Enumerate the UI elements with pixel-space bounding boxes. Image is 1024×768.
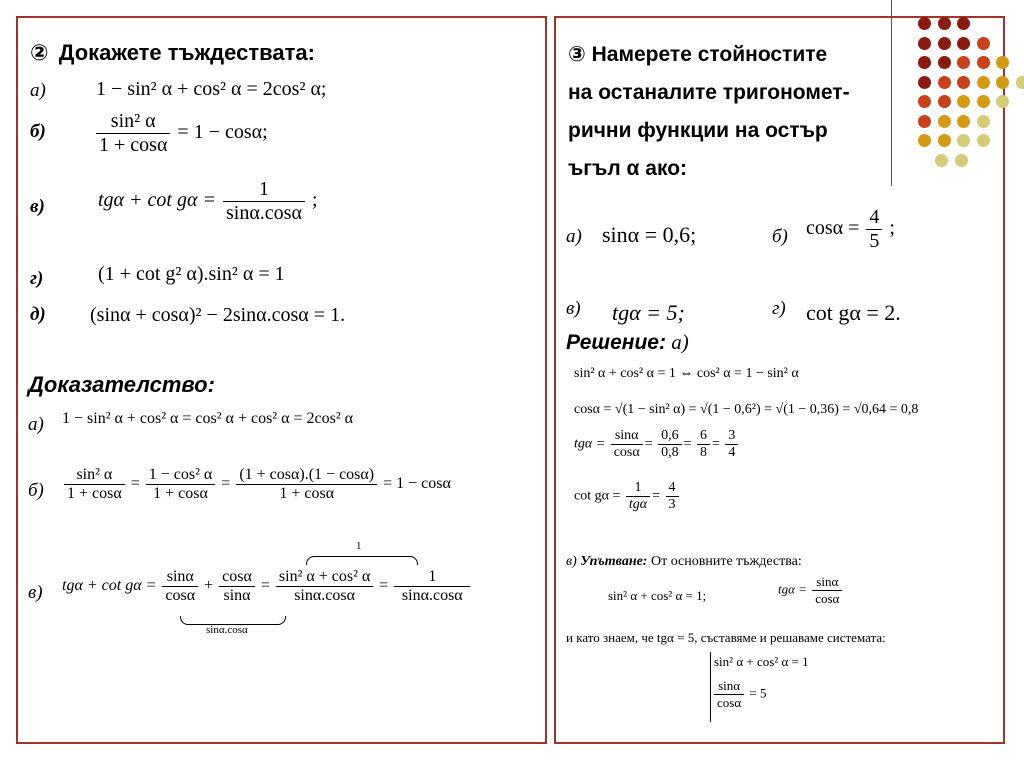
right-panel [554, 16, 1005, 744]
decorative-dot [938, 134, 951, 147]
decorative-dot [996, 95, 1009, 108]
proof-v-frac2-num: cosα [219, 568, 255, 587]
decorative-dot [977, 37, 990, 50]
item-d-label: д) [30, 304, 46, 325]
case-b-denominator: 5 [869, 230, 880, 252]
item-b-rest: = 1 − cosα; [177, 121, 268, 144]
proof-v-lhs: tgα + cot gα = [62, 577, 157, 595]
proof-b-frac2-num: 1 − cos² α [146, 466, 216, 485]
tg-frac3-num: 6 [697, 428, 710, 445]
hint-label: в) [566, 554, 577, 569]
hint-title: Упътване: [580, 554, 648, 569]
overbrace-note: 1 [356, 540, 362, 552]
overbrace [306, 556, 418, 565]
left-panel [16, 16, 547, 744]
task-3-line-4: ъгъл α ако: [568, 157, 688, 180]
decorative-dot [957, 56, 970, 69]
item-b-numerator: sin² α [96, 110, 170, 134]
item-v-rest: ; [311, 189, 318, 212]
proof-v-frac4-den: sinα.cosα [401, 587, 463, 604]
hint-identity-2-den: cosα [815, 591, 840, 606]
item-g-expr: (1 + cot g² α).sin² α = 1 [98, 263, 285, 285]
decorative-dot [957, 76, 970, 89]
system-bracket [710, 652, 711, 722]
decorative-dot [957, 134, 970, 147]
item-v-numerator: 1 [223, 178, 305, 202]
system-text: и като знаем, че tgα = 5, съставяме и решаваме системата: [566, 630, 886, 645]
decorative-dot [918, 95, 931, 108]
proof-b-expr: $\frac{\text{sin² α}}{1 + \cos\alpha}$ = $\frac{\text{1 − cos² α}}{1 + \cos\alpha}$ = $\frac{(1 + \cos\alpha).(1 - \cos\alpha)}{1 + \cos\alpha}$ = 1 − cosα [62, 466, 451, 503]
item-b-expr [94, 110, 268, 157]
decorative-dot [977, 115, 990, 128]
decorative-dot [957, 37, 970, 50]
case-a-label: а) [566, 226, 582, 247]
case-b-rest: ; [889, 217, 895, 240]
system-eq-2-num: sinα [714, 678, 744, 695]
hint-line [566, 554, 802, 570]
decorative-dot [938, 56, 951, 69]
decorative-dot [955, 154, 968, 167]
task-2-heading [30, 40, 315, 66]
item-v-expr [98, 178, 318, 225]
item-g-label: г) [30, 268, 44, 289]
decorative-dot [918, 115, 931, 128]
hint-identity-1: sin² α + cos² α = 1; [608, 588, 707, 603]
hint-identity-2-lhs: tgα = [778, 581, 807, 597]
task-3-heading [568, 36, 850, 188]
decorative-dot [938, 115, 951, 128]
underbrace-note: sinα.cosα [206, 624, 248, 636]
case-v-expr: tgα = 5; [612, 300, 685, 325]
proof-v-expr: tgα + cot gα = $\frac{\sin\alpha}{\cos\alpha}$ + $\frac{\cos\alpha}{\sin\alpha}$ = $\frac{\text{sin² α + cos² α}}{\sin\alpha.\cos\alpha}$ = $\frac{1}{\sin\alpha.\cos\alpha}$ [62, 568, 472, 605]
proof-a-label: а) [28, 414, 44, 435]
decorative-dot [977, 56, 990, 69]
decorative-dot [935, 154, 948, 167]
cot-frac2-den: 3 [668, 497, 676, 512]
case-g-label: г) [772, 298, 786, 319]
case-a-expr: sinα = 0,6; [602, 222, 697, 247]
case-b-label: б) [772, 226, 788, 247]
system-eq-2-den: cosα [717, 695, 742, 710]
solution-line-1: sin² α + cos² α = 1 ⇔ cos² α = 1 − sin² α [574, 366, 799, 381]
item-b-label: б) [30, 121, 46, 142]
proof-b-frac1-num: sin² α [64, 466, 125, 485]
item-a-expr: 1 − sin² α + cos² α = 2cos² α; [96, 78, 327, 100]
proof-v-frac2-den: sinα [223, 587, 251, 604]
proof-b-frac3-den: 1 + cosα [279, 485, 335, 502]
system-eq-1: sin² α + cos² α = 1 [714, 654, 809, 669]
solution-title: Решение: [566, 331, 666, 354]
proof-b-rest: = 1 − cosα [383, 475, 451, 493]
decorative-dot [977, 134, 990, 147]
decorative-dot [918, 134, 931, 147]
cot-frac1-num: 1 [626, 480, 650, 497]
proof-v-frac1-num: sinα [162, 568, 198, 587]
proof-v-frac4-num: 1 [394, 568, 470, 587]
case-g-expr: cot gα = 2. [806, 300, 901, 325]
decorative-dot [938, 17, 951, 30]
item-a-label: а) [30, 80, 46, 101]
decorative-dot [918, 37, 931, 50]
proof-v-frac3-num: sin² α + cos² α [276, 568, 373, 587]
decorative-dot [996, 56, 1009, 69]
cot-frac2-num: 4 [666, 480, 679, 497]
proof-b-frac3-num: (1 + cosα).(1 − cosα) [236, 466, 377, 485]
tg-line: tgα = $\frac{\sin\alpha}{\cos\alpha}$ = $\frac{0,6}{0,8}$ = $\frac{6}{8}$ = $\frac{3}{4}$ [574, 428, 740, 461]
tg-frac2-num: 0,6 [658, 428, 682, 445]
cot-line: cot gα = $\frac{1}{\text{tgα}}$ = $\frac{4}{3}$ [574, 480, 681, 513]
tg-frac4-num: 3 [725, 428, 738, 445]
decorative-dot [1016, 76, 1024, 89]
item-d-expr: (sinα + cosα)² − 2sinα.cosα = 1. [90, 304, 346, 326]
proof-b-label: б) [28, 480, 44, 501]
task-2-marker: ② [30, 40, 49, 65]
hint-identity-2 [778, 574, 844, 607]
system-eq-2-rest: = 5 [749, 685, 767, 701]
tg-frac2-den: 0,8 [661, 445, 679, 460]
proof-v-frac3-den: sinα.cosα [294, 587, 355, 604]
item-b-denominator: 1 + cosα [99, 134, 168, 156]
tg-frac3-den: 8 [700, 445, 707, 460]
task-3-marker: ③ [568, 43, 586, 66]
decorative-dot [918, 56, 931, 69]
proof-b-frac2-den: 1 + cosα [153, 485, 208, 502]
tg-lhs: tgα = [574, 436, 606, 452]
cot-lhs: cot gα = [574, 488, 621, 504]
proof-title: Доказателство: [28, 372, 215, 397]
proof-v-label: в) [28, 582, 43, 603]
item-v-denominator: sinα.cosα [225, 202, 302, 224]
decorative-dot [996, 76, 1009, 89]
task-3-line-1: Намерете стойностите [591, 43, 828, 66]
proof-v-frac1-den: cosα [165, 587, 196, 604]
decorative-dot [918, 17, 931, 30]
cot-frac1-den: tgα [628, 497, 648, 512]
item-v-label: в) [30, 196, 45, 217]
task-3-line-3: рични функции на остър [568, 119, 828, 142]
decorative-dot [938, 95, 951, 108]
decorative-dot [918, 76, 931, 89]
task-2-title: Докажете тъждествата: [58, 40, 315, 65]
decorative-divider [891, 0, 892, 186]
item-v-lhs: tgα + cot gα = [98, 189, 216, 212]
case-b-lhs: cosα = [806, 217, 860, 240]
hint-text: От основните тъждества: [650, 554, 802, 569]
tg-frac4-den: 4 [728, 445, 736, 460]
proof-a-expr: 1 − sin² α + cos² α = cos² α + cos² α = 2cos² α [62, 410, 353, 427]
decorative-dot [977, 76, 990, 89]
tg-frac1-num: sinα [611, 428, 643, 445]
solution-line-2: cosα = √(1 − sin² α) = √(1 − 0,6²) = √(1 − 0,36) = √0,64 = 0,8 [574, 402, 919, 417]
decorative-dot [938, 76, 951, 89]
decorative-dot [957, 17, 970, 30]
solution-label: а) [671, 330, 689, 354]
tg-frac1-den: cosα [613, 445, 640, 460]
decorative-dot [957, 95, 970, 108]
case-b-numerator: 4 [866, 206, 882, 230]
system-eq-2 [712, 678, 766, 711]
decorative-dot [938, 37, 951, 50]
case-b-expr [806, 206, 895, 253]
hint-identity-2-num: sinα [812, 574, 842, 591]
decorative-dot [957, 115, 970, 128]
solution-heading [566, 330, 689, 355]
proof-b-frac1-den: 1 + cosα [67, 485, 122, 502]
case-v-label: в) [566, 298, 581, 319]
task-3-line-2: на останалите тригономет- [568, 81, 850, 104]
decorative-dot [977, 95, 990, 108]
